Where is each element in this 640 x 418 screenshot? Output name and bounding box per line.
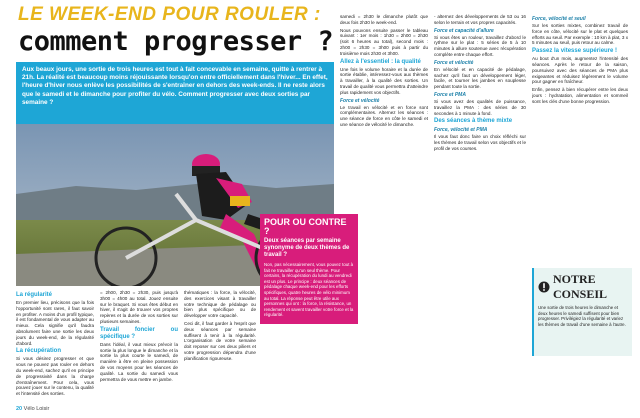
paragraph: Dans l'idéal, il vaut mieux prévoir la sortie la plus longue le dimanche et la sortie la plus courte le samedi, de manière à être en pleine possession de vos moyens pour les séances de qualité. La sortie du samedi vous permettra de vous mettre en jambe. xyxy=(100,341,178,382)
column-6 xyxy=(532,14,628,264)
paragraph: = 2h00, 2h30 = 2h30, puis jusqu'à 3h00 = 4h00 au total. Jouez ensuite sur le braquet. Si vous êtes début en hiver, il s'agit de trouver vos propres repères et la durée de vos sorties sur plusieurs semaines. xyxy=(100,290,178,324)
callout-title: POUR OU CONTRE ? xyxy=(264,217,347,236)
paragraph: Une fois le volume horaire et la durée de sortie établie, intéressez-vous aux thèmes à travailler, à la qualité des sorties. Un travail de qualité vous permettra d'atteindre plus rapidement vos objectifs. xyxy=(340,66,428,95)
column-4 xyxy=(340,14,428,404)
column-3 xyxy=(184,290,256,402)
paragraph: Si vous êtes un rouleur, travaillez d'abord le rythme sur le plat : 5 séries de 5 à 10 minutes à allure soutenue avec récupération complète entre chaque effort. xyxy=(434,34,526,57)
paragraph: Il vous faut donc faire un choix réfléchi sur les thèmes de travail selon vos objectifs et le profil de vos courses. xyxy=(434,134,526,151)
column-2 xyxy=(100,290,178,402)
paragraph: Enfin, pensez à bien récupérer entre les deux jours : hydratation, alimentation et sommeil sont les clés d'une bonne progression. xyxy=(532,87,628,104)
heading-qualite: Allez à l'essentiel : la qualité xyxy=(340,58,421,65)
paragraph: Ceci dit, il faut garder à l'esprit que deux séances par semaine suffisent à tenir à la régularité. L'organisation de votre semaine doit reposer sur ces deux piliers et votre progression dépendra d'une planification rigoureuse. xyxy=(184,320,256,361)
subheading-force-pma: Force et PMA xyxy=(434,91,466,98)
page-number: 20 xyxy=(16,406,23,412)
subheading-force-velocite-seuil: Force, vélocité et seuil xyxy=(532,16,586,22)
paragraph: - alternez des développements de 53 ou 16 selon le terrain et vos propres capacités. xyxy=(434,14,526,25)
article-kicker: LE WEEK-END POUR ROULER : xyxy=(18,4,321,25)
column-5 xyxy=(434,14,526,404)
paragraph: Nous pouvons ensuite passer le tableau suivant : 1er mois : 1h30 = 2h00 = 2h30 (soit 6 heures au total), second mois : 2h00 = 2h30 = 3h00 puis à partir du troisième mois 2h30 et 3h00. xyxy=(340,27,428,56)
subheading-force-velocite: Force et vélocité xyxy=(340,97,380,104)
exclamation-icon xyxy=(538,281,550,293)
paragraph: Si vous avez des qualités de puissance, travaillez la PMA : des séries de 30 secondes à 1 minute à fond. xyxy=(434,98,526,116)
paragraph: Au bout d'un mois, augmentez l'intensité des séances. Après le retour de la saison, poursuivez avec des séances de PMA plus exigeantes et réduisez légèrement le volume pour gagner en fraîcheur. xyxy=(532,56,628,85)
paragraph: thématiques : la force, la vélocité, des exercices visant à travailler votre technique de pédalage ou bien plus spécifique ou de développer votre capacité. xyxy=(184,290,256,319)
paragraph: En premier lieu, précisons que la fois l'opportunité sont rares, il faut savoir en profiter. A moins d'un profil typique, il est fondamental de vous adapter au mieux. Cela signifie qu'il faudra absolument faire une sortie les deux jours du week-end, de la régularité d'abord. xyxy=(16,300,94,346)
paragraph: En vélocité et en capacité de pédalage, sachez qu'il faut un développement léger, facile, et tourner les jambes en souplesse pendant toute la sortie. xyxy=(434,66,526,90)
paragraph: samedi = 2h30 le dimanche plutôt que deux fois 2h30 le week-end. xyxy=(340,14,428,25)
paragraph: Le travail en vélocité et en force sont complémentaires. Alternez les séances : une séance de force en côte le samedi et une séance de vélocité le dimanche. xyxy=(340,104,428,127)
note-title: NOTRE CONSEIL xyxy=(553,272,608,301)
paragraph: Si vous désirez progresser et que vous ne pouvez pas rouler en dehors du week-end, sachez qu'il en principe de progressivité dans la charge d'entraînement. Pour cela, vous pouvez jouer sur le contenu, la qualité et l'intensité des sorties. xyxy=(16,356,94,397)
note-title-row xyxy=(538,272,628,302)
note-body: Une sortie de trois heures le dimanche et deux heures le samedi suffisent pour bien progresser. Privilégiez la régularité et variez les thèmes de travail d'une semaine à l'autre. xyxy=(538,305,626,327)
page-folio xyxy=(16,406,49,412)
subheading-force-velocite: Force et vélocité xyxy=(434,59,474,66)
heading-recuperation: La récupération xyxy=(16,348,62,355)
intro-box: Aux beaux jours, une sortie de trois heures est tout à fait concevable en semaine, quitte à rentrer à 21h. La réalité est beaucoup moins réjouissante lorsqu'on entre officiellement dans l'hiver... En effet, l'heure d'hiver nous enlève les possibilités de s'entraîner en dehors des week-ends. Il ne reste alors que le samedi et le dimanche pour profiter du vélo. Comment progresser avec deux sorties par semaine ? xyxy=(16,62,334,124)
column-1 xyxy=(16,290,94,402)
heading-regularite: La régularité xyxy=(16,292,53,298)
article-headline: comment progresser ? xyxy=(18,26,334,57)
paragraph: Sur les sorties mixtes, combinez travail de force en côte, vélocité sur le plat et quelques efforts au seuil. Par exemple : 10 km à plat, 3 x 5 minutes au seuil, puis retour au calme. xyxy=(532,23,628,46)
callout-body: Non, pas nécessairement, vous pouvez tout à fait ne travailler qu'un seul thème. Pour certains, la récupération du lundi au vendredi est un plus. Le principe : deux séances de pédalage chaque week-end pour les efforts spécifiques, quatre heures de vélo minimum au total. La réponse peut être utile aux personnes qui ont : la force, la résistance, un rendement et savent travailler votre force et la régularité. xyxy=(264,262,354,318)
heading-vitesse-superieure: Passez la vitesse supérieure ! xyxy=(532,48,618,55)
subheading-force-velocite-pma: Force, vélocité et PMA xyxy=(434,127,488,134)
heading-travail-foncier: Travail foncier ou spécifique ? xyxy=(100,326,178,340)
subheading-force-allure: Force et capacité d'allure xyxy=(434,27,494,34)
notre-conseil-box xyxy=(532,268,632,356)
callout-subtitle: Deux séances par semaine synonyme de deux thèmes de travail ? xyxy=(264,238,350,258)
magazine-name: Vélo Loisir xyxy=(23,406,50,412)
heading-seances-mixtes: Des séances à thème mixte xyxy=(434,118,513,125)
